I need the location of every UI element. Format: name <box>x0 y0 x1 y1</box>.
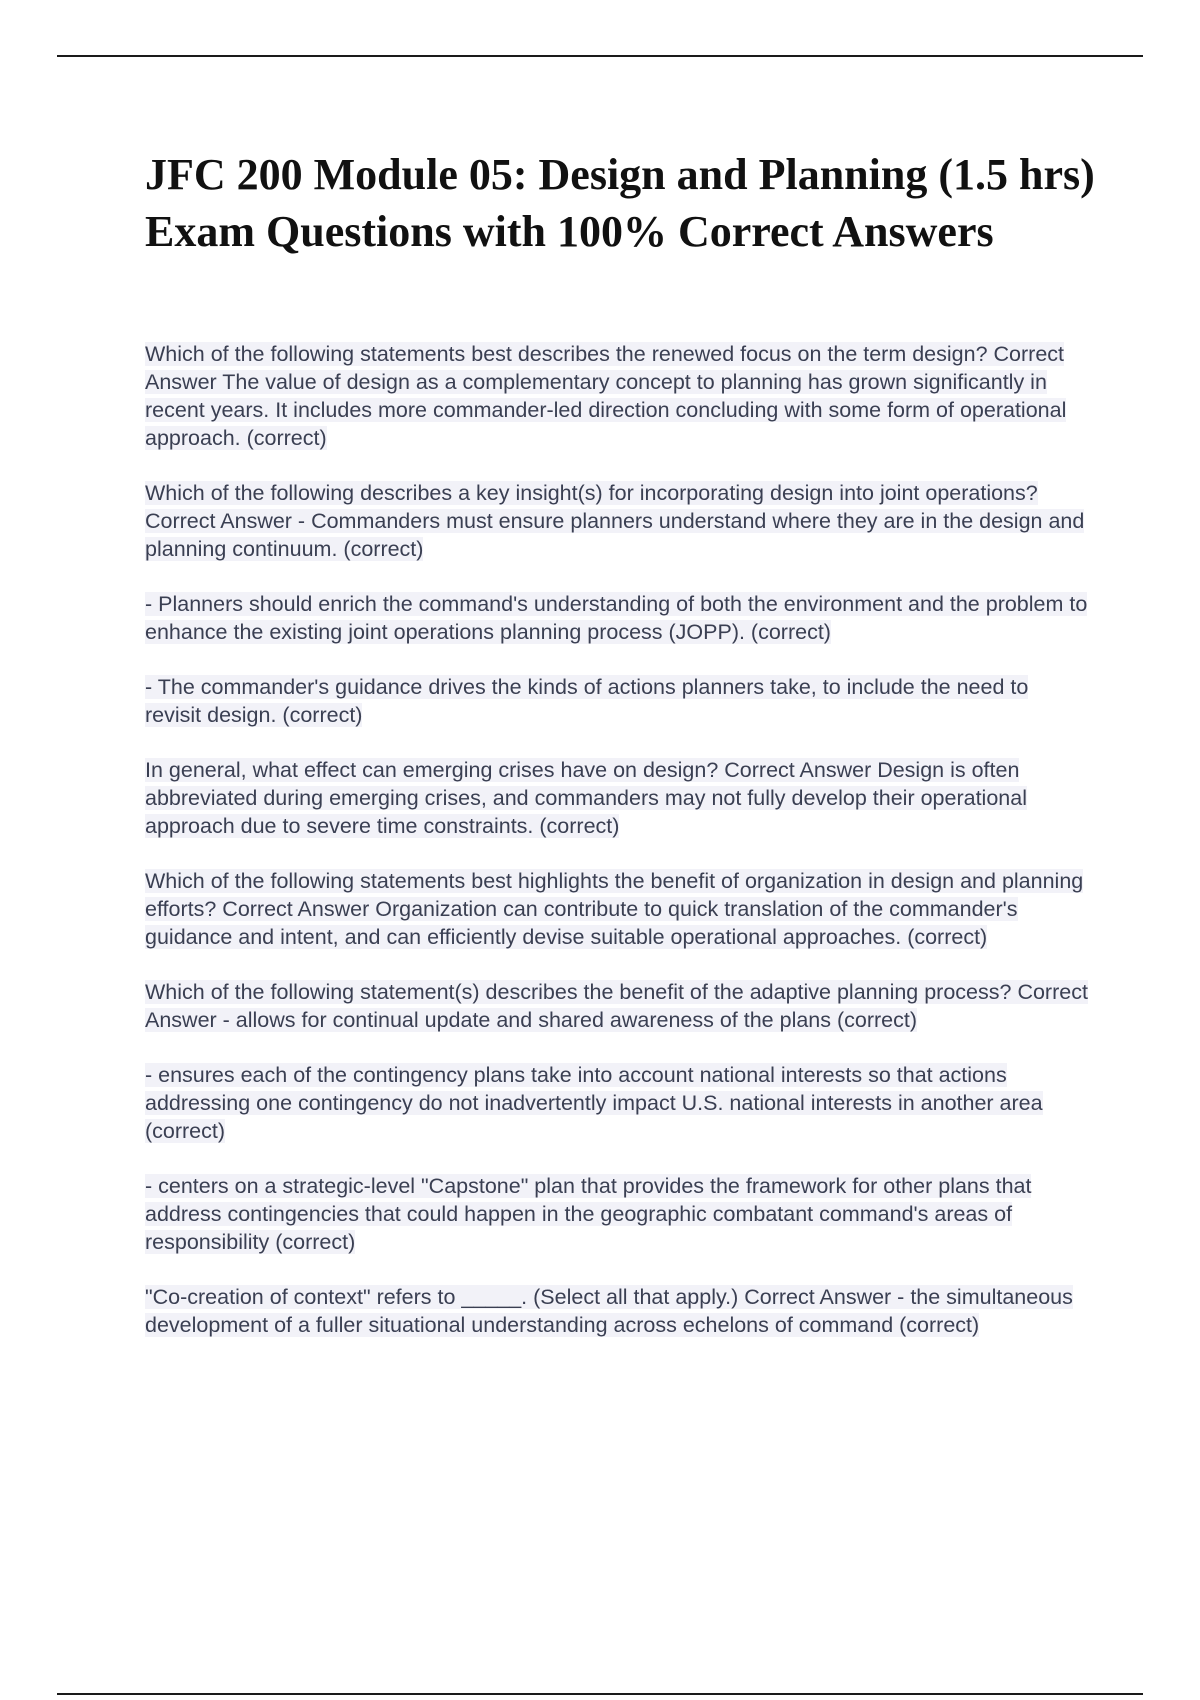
paragraph <box>145 1172 1090 1256</box>
paragraph-text: In general, what effect can emerging crises have on design? Correct Answer Design is often abbreviated during emerging crises, and commanders may not fully develop their operational approach due to severe time constraints. (correct) <box>145 758 1027 838</box>
paragraph-text: - The commander's guidance drives the kinds of actions planners take, to include the need to revisit design. (correct) <box>145 675 1029 727</box>
paragraph-text: "Co-creation of context" refers to _____. (Select all that apply.) Correct Answer - the simultaneous development of a fuller situational understanding across echelons of command (correct) <box>145 1285 1073 1337</box>
paragraph-text: Which of the following statement(s) describes the benefit of the adaptive planning process? Correct Answer - allows for continual update and shared awareness of the plans (correct) <box>145 980 1088 1032</box>
paragraph <box>145 1283 1090 1339</box>
bottom-rule <box>57 1693 1143 1695</box>
paragraph-text: - ensures each of the contingency plans take into account national interests so that actions addressing one contingency do not inadvertently impact U.S. national interests in another area (correct) <box>145 1063 1043 1143</box>
paragraph <box>145 479 1090 563</box>
paragraph <box>145 340 1090 452</box>
paragraph-text: Which of the following describes a key insight(s) for incorporating design into joint operations? Correct Answer - Commanders must ensure planners understand where they are in the design and planning continuum. (correct) <box>145 481 1085 561</box>
paragraph-text: Which of the following statements best describes the renewed focus on the term design? Correct Answer The value of design as a complementary concept to planning has grown significantly in recent years. It includes more commander-led direction concluding with some form of operational approach. (correct) <box>145 342 1067 450</box>
paragraph <box>145 756 1090 840</box>
paragraph <box>145 978 1090 1034</box>
paragraph <box>145 590 1090 646</box>
paragraph-text: - centers on a strategic-level "Capstone" plan that provides the framework for other plans that address contingencies that could happen in the geographic combatant command's areas of responsibility (correct) <box>145 1174 1032 1254</box>
top-rule <box>57 55 1143 57</box>
paragraph-text: - Planners should enrich the command's understanding of both the environment and the problem to enhance the existing joint operations planning process (JOPP). (correct) <box>145 592 1088 644</box>
document-title: JFC 200 Module 05: Design and Planning (1.5 hrs) Exam Questions with 100% Correct Answers <box>145 150 1095 256</box>
document-body <box>145 340 1090 1366</box>
paragraph <box>145 1061 1090 1145</box>
paragraph <box>145 673 1090 729</box>
paragraph-text: Which of the following statements best highlights the benefit of organization in design and planning efforts? Correct Answer Organization can contribute to quick translation of the commander's guidance and intent, and can efficiently devise suitable operational approaches. (correct) <box>145 869 1084 949</box>
paragraph <box>145 867 1090 951</box>
